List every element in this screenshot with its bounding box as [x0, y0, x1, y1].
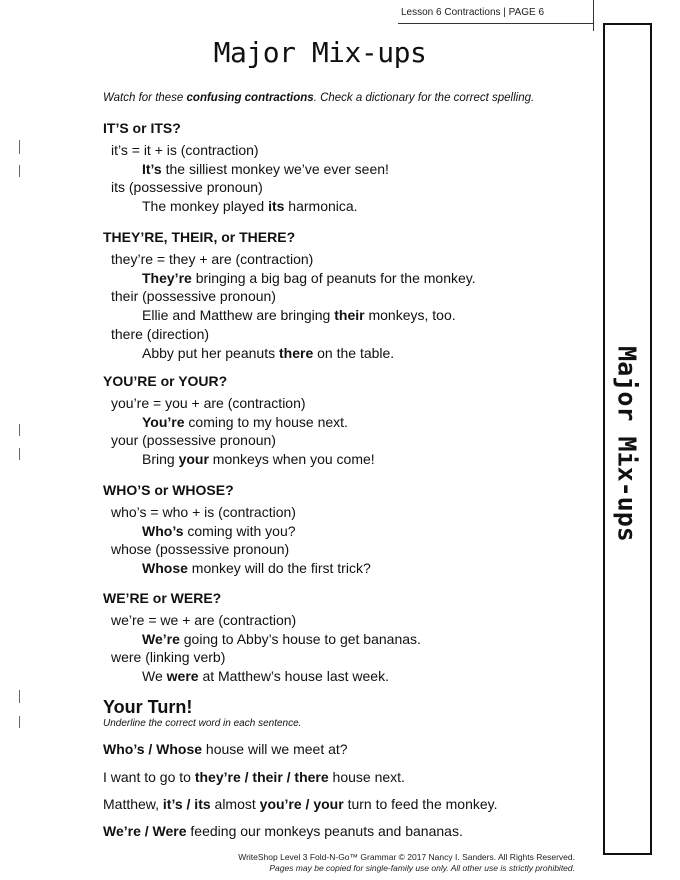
- example-keyword: its: [268, 198, 285, 215]
- sentence-text: turn to feed the monkey.: [343, 796, 498, 812]
- example-text: The monkey played: [142, 198, 269, 215]
- header-divider: [593, 0, 594, 31]
- example-sentence: [142, 345, 394, 361]
- definition-line: they’re = they + are (contraction): [111, 251, 314, 267]
- side-tab-title: Major Mix-ups: [612, 346, 642, 542]
- sentence-text: feeding our monkeys peanuts and bananas.: [186, 823, 463, 839]
- example-text: monkey will do the first trick?: [187, 560, 371, 577]
- word-choice: We’re / Were: [103, 823, 187, 839]
- word-choice: they’re / their / there: [194, 769, 329, 785]
- example-text: harmonica.: [284, 198, 358, 215]
- definition-line: we’re = we + are (contraction): [111, 612, 297, 628]
- sentence-text: Matthew,: [103, 796, 163, 812]
- example-sentence: [142, 161, 389, 177]
- page-title: Major Mix-ups: [213, 36, 427, 69]
- your-turn-sentence: [103, 823, 463, 839]
- example-keyword: were: [166, 668, 199, 685]
- definition-line: there (direction): [111, 325, 210, 342]
- margin-tick: [19, 716, 20, 728]
- example-text: Ellie and Matthew are bringing: [142, 307, 335, 324]
- example-keyword: They’re: [142, 269, 192, 286]
- example-text: on the table.: [313, 344, 395, 361]
- your-turn-subtitle: Underline the correct word in each sentence.: [103, 718, 302, 729]
- example-keyword: We’re: [142, 630, 180, 647]
- example-text: the silliest monkey we’ve ever seen!: [161, 160, 389, 177]
- your-turn-sentence: [103, 741, 348, 757]
- example-sentence: [142, 668, 389, 684]
- word-choice: you’re / your: [259, 796, 344, 812]
- example-text: coming to my house next.: [184, 413, 348, 430]
- example-keyword: Who’s: [142, 522, 184, 539]
- example-keyword: there: [279, 344, 314, 361]
- example-text: monkeys when you come!: [208, 451, 375, 468]
- example-sentence: [142, 198, 358, 214]
- intro-prefix: Watch for these: [103, 92, 187, 104]
- example-keyword: It’s: [142, 160, 162, 177]
- definition-line: it’s = it + is (contraction): [111, 142, 259, 158]
- section-heading: WE’RE or WERE?: [103, 590, 222, 606]
- example-text: Abby put her peanuts: [142, 344, 279, 361]
- example-text: monkeys, too.: [364, 307, 456, 324]
- sentence-text: house next.: [328, 769, 405, 785]
- example-text: We: [142, 668, 167, 685]
- example-text: bringing a big bag of peanuts for the monkey.: [191, 269, 476, 286]
- section-heading: YOU’RE or YOUR?: [103, 373, 228, 389]
- definition-line: who’s = who + is (contraction): [111, 504, 296, 520]
- example-text: going to Abby’s house to get bananas.: [179, 630, 421, 647]
- margin-tick: [19, 448, 20, 460]
- example-sentence: [142, 631, 421, 647]
- example-text: coming with you?: [183, 522, 296, 539]
- example-sentence: [142, 451, 375, 467]
- example-keyword: their: [334, 307, 365, 324]
- example-sentence: [142, 414, 348, 430]
- header-text: Lesson 6 Contractions | PAGE 6: [401, 7, 545, 18]
- sentence-text: I want to go to: [103, 769, 195, 785]
- section-heading: IT’S or ITS?: [103, 120, 181, 136]
- margin-tick: [19, 140, 20, 154]
- margin-tick: [19, 165, 20, 177]
- definition-line: were (linking verb): [111, 649, 226, 666]
- definition-line: your (possessive pronoun): [111, 432, 276, 449]
- definition-line: its (possessive pronoun): [111, 179, 263, 196]
- definition-line: you’re = you + are (contraction): [111, 395, 306, 411]
- example-keyword: Whose: [142, 560, 188, 577]
- example-sentence: [142, 270, 476, 286]
- your-turn-title: Your Turn!: [103, 697, 193, 717]
- example-text: Bring: [142, 451, 179, 468]
- example-text: at Matthew’s house last week.: [198, 668, 389, 685]
- footer-usage-note: Pages may be copied for single-family use only. All other use is strictly prohibited.: [269, 863, 575, 873]
- example-sentence: [142, 560, 371, 576]
- sentence-text: house will we meet at?: [202, 741, 348, 757]
- word-choice: Who’s / Whose: [103, 741, 203, 757]
- intro-suffix: . Check a dictionary for the correct spelling.: [313, 92, 535, 104]
- your-turn-sentence: [103, 796, 498, 812]
- example-keyword: your: [178, 451, 209, 468]
- section-heading: THEY’RE, THEIR, or THERE?: [103, 229, 296, 245]
- margin-tick: [19, 690, 20, 703]
- word-choice: it’s / its: [162, 796, 211, 812]
- sentence-text: almost: [210, 796, 260, 812]
- example-sentence: [142, 307, 456, 323]
- definition-line: whose (possessive pronoun): [111, 541, 290, 558]
- intro-bold: confusing contractions: [186, 92, 314, 104]
- your-turn-sentence: [103, 769, 405, 785]
- example-keyword: You’re: [142, 413, 185, 430]
- intro-text: [103, 92, 534, 104]
- header-rule: [398, 23, 594, 24]
- example-sentence: [142, 523, 296, 539]
- footer-copyright: WriteShop Level 3 Fold-N-Go™ Grammar © 2017 Nancy I. Sanders. All Rights Reserved.: [238, 852, 575, 862]
- definition-line: their (possessive pronoun): [111, 288, 276, 305]
- margin-tick: [19, 424, 20, 436]
- section-heading: WHO’S or WHOSE?: [103, 482, 234, 498]
